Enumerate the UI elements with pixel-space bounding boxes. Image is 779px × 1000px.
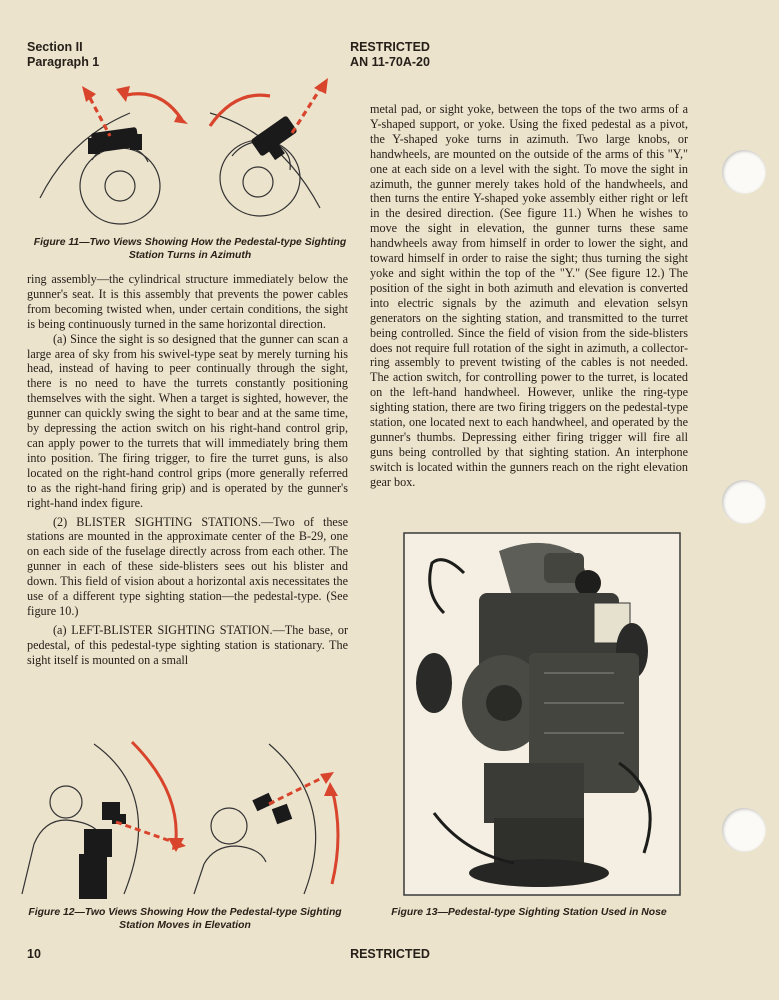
binder-hole	[722, 150, 766, 194]
binder-hole	[722, 480, 766, 524]
footer-classification: RESTRICTED	[350, 947, 430, 961]
figure-12-caption: Figure 12—Two Views Showing How the Pedestal-type Sighting Station Moves in Elevation	[28, 907, 342, 931]
body-paragraph: metal pad, or sight yoke, between the tops of the two arms of a Y-shaped support, or yoke. Using the fixed pedestal as a pivot, the Y-shaped yoke turns in azimuth. Two large knobs, or handwheels, are mounted on the outside of the arms of this "Y," one at each side on a level with the sight. To move the sight in azimuth, the gunner merely takes hold of the handwheels, and then turns the entire Y-shaped yoke assembly either right or left in the desired direction. (See figure 11.) When he wishes to move the sight in elevation, the gunner turns these same handwheels away from himself in order to lower the sight, and toward himself in order to raise the sight; thus turning the sight yoke and sight within the top of the "Y." (See figure 12.) The position of the sight in both azimuth and elevation is converted into electric signals by the azimuth and elevation selsyn generators on the sighting station, and transmitted to the turret being controlled. Since the field of vision from the side-blisters does not require full rotation of the sight in azimuth, a collector-ring assembly to prevent twisting of the cables is not needed. The action switch, for controlling power to the turret, is located on the left-hand handwheel. However, unlike the ring-type sighting station, there are two firing triggers on the pedestal-type station, one located next to each handwheel, and operated by the gunner's thumbs. Depressing either firing trigger will fire all guns being controlled by that sighting station. An interphone switch is located within the gunners reach on the right elevation gear box.	[370, 102, 688, 489]
figure-13-caption: Figure 13—Pedestal-type Sighting Station Used in Nose	[391, 907, 667, 918]
binder-hole	[722, 808, 766, 852]
left-column-text	[27, 272, 348, 668]
figure-13-photo	[404, 533, 680, 895]
document-number: AN 11-70A-20	[350, 55, 430, 69]
body-paragraph: ring assembly—the cylindrical structure immediately below the gunner's seat. It is this assembly that prevents the power cables from becoming twisted when, under certain conditions, the sight is being continuously turned in the same horizontal direction.	[27, 272, 348, 331]
header-classification: RESTRICTED	[350, 40, 430, 54]
right-column-text	[370, 102, 688, 490]
section-label: Section II	[27, 40, 83, 54]
body-paragraph: (a) Since the sight is so designed that the gunner can scan a large area of sky from his swivel-type seat by merely turning his head, instead of having to peer continually through the sight, there is no need to have the turrets constantly positioning themselves with the sight. When a target is sighted, however, the gunner can quickly swing the sight to bear and at the same time, by depressing the action switch on his right-hand control grip, can apply power to the turrets that will immediately bring them into position. The firing trigger, to fire the turret guns, is also located on the right-hand control grips (more generally referred to as the right-hand firing grip) and is operated by the gunner's right-hand index figure.	[27, 331, 348, 510]
figure-12-illustration	[14, 734, 354, 904]
paragraph-label: Paragraph 1	[27, 55, 100, 69]
page-number: 10	[27, 947, 41, 961]
body-paragraph: (2) BLISTER SIGHTING STATIONS.—Two of these stations are mounted in the approximate center of the B-29, one on each side of the fuselage directly across from each other. The gunner in each of these side-blisters sees out his blister and down. This field of vision about a horizontal axis necessitates the use of a different type sighting station—the pedestal-type. (See figure 10.)	[27, 514, 348, 618]
figure-11-caption: Figure 11—Two Views Showing How the Pedestal-type Sighting Station Turns in Azimuth	[33, 237, 347, 261]
figure-11-illustration	[30, 78, 350, 238]
body-paragraph: (a) LEFT-BLISTER SIGHTING STATION.—The base, or pedestal, of this pedestal-type sighting station is stationary. The sight itself is mounted on a small	[27, 622, 348, 667]
